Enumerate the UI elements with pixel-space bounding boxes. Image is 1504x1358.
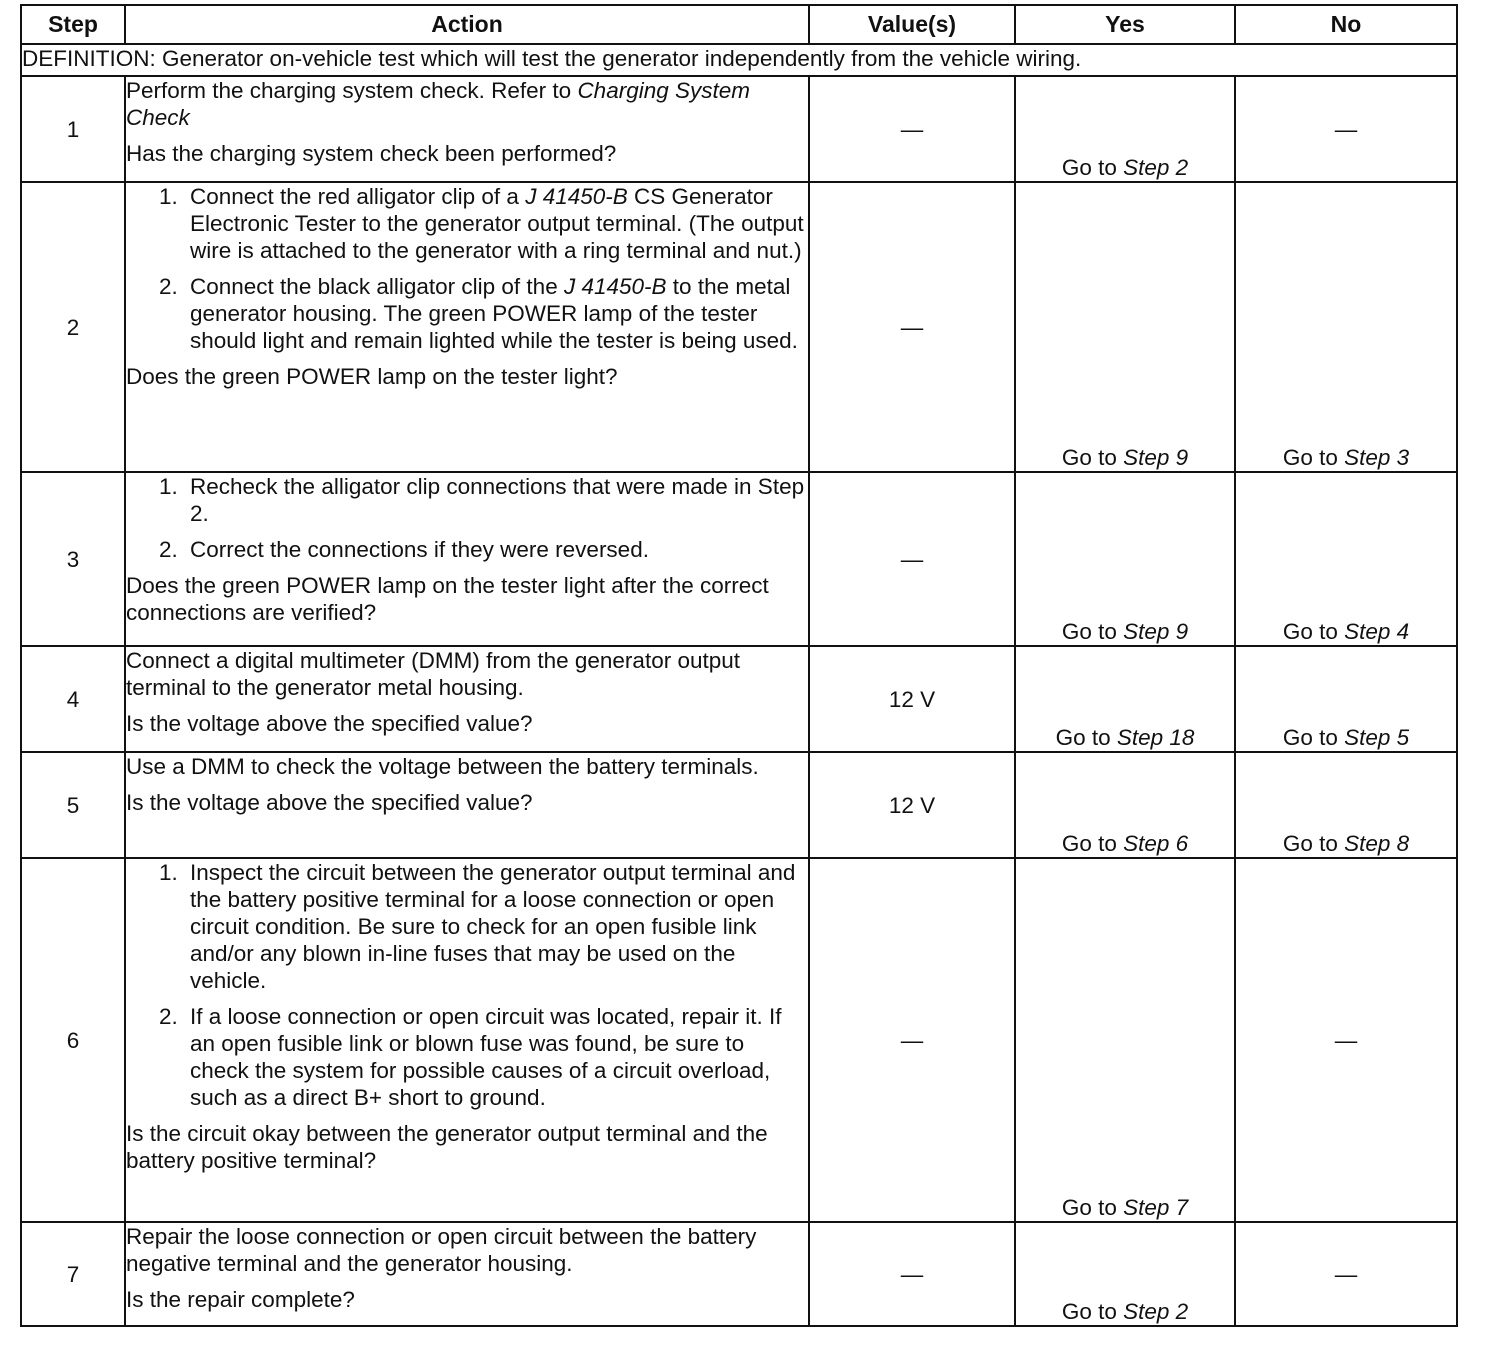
- table-row: [21, 1222, 1457, 1326]
- instruction-list: [126, 859, 808, 1111]
- step-number: 2: [21, 182, 125, 472]
- question-text: Is the voltage above the specified value?: [126, 711, 533, 736]
- list-item: 2. Correct the connections if they were reversed.: [184, 536, 808, 563]
- list-item: 1. Inspect the circuit between the generator output terminal and the battery positive terminal for a loose connection or open circuit condition. Be sure to check for an open fusible link and/or any blown in-line fuses that may be used on the vehicle.: [184, 859, 808, 994]
- no-cell: —: [1235, 76, 1457, 182]
- table-row: [21, 76, 1457, 182]
- step-number: 3: [21, 472, 125, 646]
- header-row: [21, 5, 1457, 44]
- value-cell: —: [809, 858, 1015, 1222]
- no-cell: [1235, 472, 1457, 646]
- no-cell: —: [1235, 1222, 1457, 1326]
- header-action: Action: [125, 5, 809, 44]
- go-to-label: Go to: [1282, 831, 1338, 856]
- header-values: Value(s): [809, 5, 1015, 44]
- go-to-label: Go to: [1282, 725, 1338, 750]
- step-reference: Step 5: [1344, 725, 1410, 750]
- step-reference: Step 18: [1116, 725, 1195, 750]
- question-text: Is the repair complete?: [126, 1287, 355, 1312]
- definition-row: [21, 44, 1457, 76]
- no-cell: —: [1235, 858, 1457, 1222]
- action-text: Use a DMM to check the voltage between the battery terminals.: [126, 754, 759, 779]
- step-reference: Step 4: [1344, 619, 1410, 644]
- value-cell: 12 V: [809, 646, 1015, 752]
- value-cell: 12 V: [809, 752, 1015, 858]
- action-cell: [125, 752, 809, 858]
- table-row: [21, 752, 1457, 858]
- tool-name: J 41450-B: [525, 184, 628, 209]
- value-cell: —: [809, 76, 1015, 182]
- step-reference: Step 2: [1123, 1299, 1189, 1324]
- action-cell: [125, 76, 809, 182]
- yes-cell: [1015, 646, 1235, 752]
- question-text: Does the green POWER lamp on the tester light?: [126, 364, 618, 389]
- no-cell: [1235, 646, 1457, 752]
- yes-cell: [1015, 1222, 1235, 1326]
- step-reference: Step 7: [1123, 1195, 1189, 1220]
- go-to-label: Go to: [1061, 155, 1117, 180]
- diagnostic-table: [20, 4, 1458, 1327]
- go-to-label: Go to: [1061, 445, 1117, 470]
- action-cell: [125, 646, 809, 752]
- go-to-label: Go to: [1282, 619, 1338, 644]
- table-row: [21, 472, 1457, 646]
- list-item: 2. Connect the black alligator clip of the J 41450-B to the metal generator housing. The green POWER lamp of the tester should light and remain lighted while the tester is being used.: [184, 273, 808, 354]
- yes-cell: [1015, 76, 1235, 182]
- value-cell: —: [809, 182, 1015, 472]
- go-to-label: Go to: [1055, 725, 1111, 750]
- action-cell: [125, 858, 809, 1222]
- no-cell: [1235, 752, 1457, 858]
- reference-link: Charging System Check: [126, 78, 751, 130]
- yes-cell: [1015, 752, 1235, 858]
- go-to-label: Go to: [1061, 619, 1117, 644]
- list-item: 1. Connect the red alligator clip of a J 41450-B CS Generator Electronic Tester to the generator output terminal. (The output wire is attached to the generator with a ring terminal and nut.): [184, 183, 808, 264]
- header-step: Step: [21, 5, 125, 44]
- question-text: Is the circuit okay between the generator output terminal and the battery positive terminal?: [126, 1121, 768, 1173]
- yes-cell: [1015, 182, 1235, 472]
- definition-text: DEFINITION: Generator on-vehicle test which will test the generator independently from the vehicle wiring.: [21, 44, 1457, 76]
- instruction-list: [126, 183, 808, 354]
- step-number: 1: [21, 76, 125, 182]
- go-to-label: Go to: [1282, 445, 1338, 470]
- action-cell: [125, 1222, 809, 1326]
- step-reference: Step 2: [1123, 155, 1189, 180]
- no-cell: [1235, 182, 1457, 472]
- action-cell: [125, 182, 809, 472]
- question-text: Does the green POWER lamp on the tester light after the correct connections are verified?: [126, 573, 769, 625]
- list-item: 1. Recheck the alligator clip connections that were made in Step 2.: [184, 473, 808, 527]
- header-no: No: [1235, 5, 1457, 44]
- table-row: [21, 182, 1457, 472]
- step-number: 5: [21, 752, 125, 858]
- step-reference: Step 3: [1344, 445, 1410, 470]
- action-text: Connect a digital multimeter (DMM) from the generator output terminal to the generator metal housing.: [126, 648, 741, 700]
- step-reference: Step 6: [1123, 831, 1189, 856]
- go-to-label: Go to: [1061, 831, 1117, 856]
- action-text: Repair the loose connection or open circuit between the battery negative terminal and the generator housing.: [126, 1224, 757, 1276]
- question-text: Has the charging system check been performed?: [126, 141, 617, 166]
- value-cell: —: [809, 1222, 1015, 1326]
- step-number: 6: [21, 858, 125, 1222]
- action-cell: [125, 472, 809, 646]
- step-reference: Step 9: [1123, 445, 1189, 470]
- list-item: 2. If a loose connection or open circuit was located, repair it. If an open fusible link or blown fuse was found, be sure to check the system for possible causes of a circuit overload, such as a direct B+ short to ground.: [184, 1003, 808, 1111]
- go-to-label: Go to: [1061, 1299, 1117, 1324]
- value-cell: —: [809, 472, 1015, 646]
- step-reference: Step 8: [1344, 831, 1410, 856]
- step-number: 4: [21, 646, 125, 752]
- header-yes: Yes: [1015, 5, 1235, 44]
- step-reference: Step 9: [1123, 619, 1189, 644]
- action-text: Perform the charging system check. Refer to: [126, 78, 578, 103]
- question-text: Is the voltage above the specified value?: [126, 790, 533, 815]
- yes-cell: [1015, 472, 1235, 646]
- go-to-label: Go to: [1061, 1195, 1117, 1220]
- step-number: 7: [21, 1222, 125, 1326]
- table-row: [21, 858, 1457, 1222]
- table-row: [21, 646, 1457, 752]
- tool-name: J 41450-B: [563, 274, 667, 299]
- instruction-list: [126, 473, 808, 563]
- yes-cell: [1015, 858, 1235, 1222]
